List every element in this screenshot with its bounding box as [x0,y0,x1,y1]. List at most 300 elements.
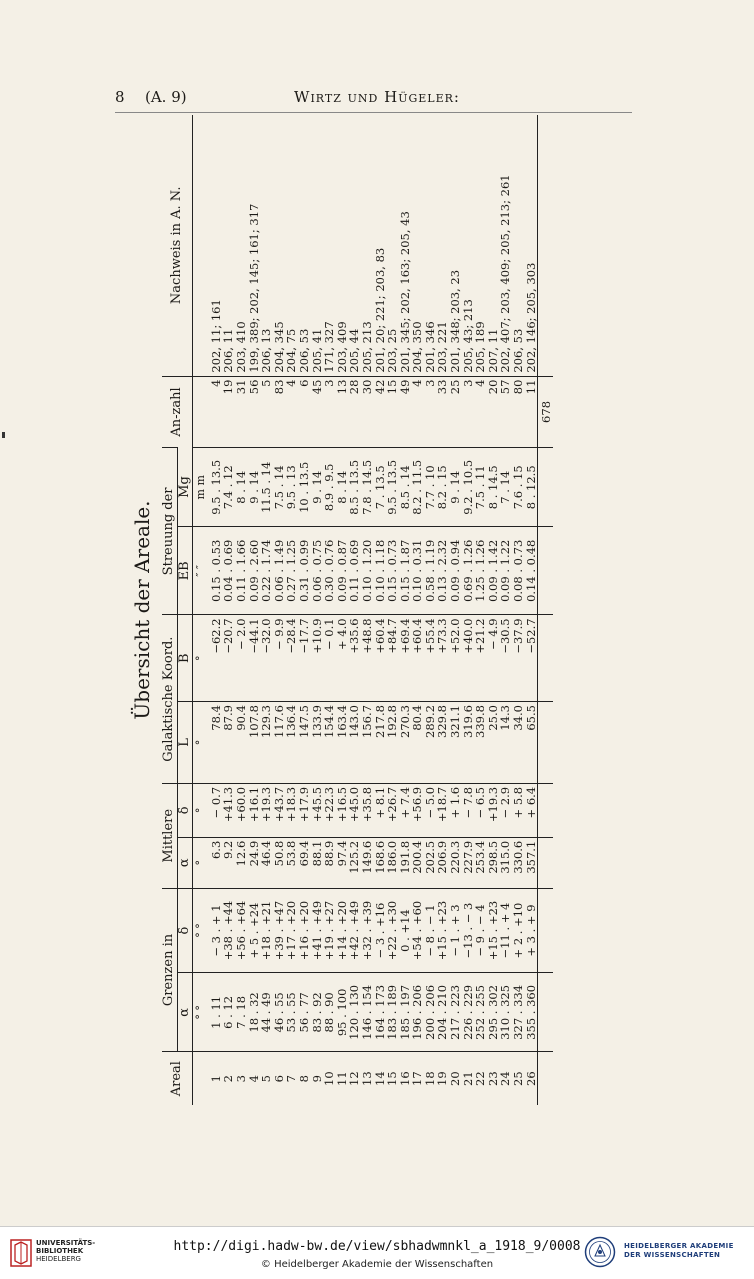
streuung-Mg-cell: 8.9 . 9.5 [323,448,336,527]
grenzen-alpha-cell: 196 . 206 [411,973,424,1052]
grenzen-alpha-cell: 217 . 223 [449,973,462,1052]
total-spacer [538,702,553,784]
streuung-Mg-cell: 8 . 14 [336,448,349,527]
unit-cell: ° [193,615,210,702]
unit-cell: ° ° [193,888,210,973]
grenzen-delta-cell: +54 . +60 [411,888,424,973]
nachweis-cell: 203, 221 [435,321,450,373]
streuung-EB-cell: 0.14 . 0.48 [525,527,538,615]
unit-cell: ° [193,837,210,888]
anzahl-cell: 30 [361,376,374,448]
areal-cell: 15 [386,1052,399,1105]
areal-cell: 20 [449,1052,462,1105]
anzahl-cell: 11 [525,376,538,448]
streuung-EB-cell: 0.09 . 2.60 [248,527,261,615]
mittlere-delta-cell: − 2.9 [499,783,512,837]
gal-B-cell: +55.4 [424,615,437,702]
areal-cell: 22 [474,1052,487,1105]
gal-L-cell: 117.6 [273,702,286,784]
streuung-Mg-cell: 9.2 . 10.5 [462,448,475,527]
grenzen-delta-cell: +16 . +20 [298,888,311,973]
mittlere-alpha-cell: 168.6 [374,837,387,888]
mittlere-alpha-cell: 220.3 [449,837,462,888]
grenzen-alpha-cell: 185 . 197 [399,973,412,1052]
grenzen-alpha-cell: 204 . 210 [436,973,449,1052]
streuung-EB-cell: 0.27 . 1.25 [285,527,298,615]
streuung-Mg-cell: 9.5 . 13 [285,448,298,527]
mittlere-delta-cell: + 5.8 [512,783,525,837]
mittlere-delta-cell: − 6.5 [474,783,487,837]
mittlere-alpha-cell: 202.5 [424,837,437,888]
grenzen-delta-cell: +22 . +30 [386,888,399,973]
gal-B-cell: −20.7 [222,615,235,702]
col-streuung: Streuung der [162,448,177,615]
gal-B-cell: +10.9 [311,615,324,702]
anzahl-cell: 45 [311,376,324,448]
unit-cell [193,1052,210,1105]
nachweis-cell: 204, 345 [271,321,286,373]
streuung-EB-cell: 0.11 . 0.69 [348,527,361,615]
streuung-EB-cell: 0.10 . 1.20 [361,527,374,615]
section-label: (A. 9) [145,88,187,106]
grenzen-alpha-cell: 7 . 18 [235,973,248,1052]
grenzen-delta-cell: +15 . +23 [436,888,449,973]
col-gal-B: B [177,615,193,702]
anzahl-cell: 15 [386,376,399,448]
col-mittlere-delta: δ [177,783,193,837]
mittlere-alpha-cell: 200.4 [411,837,424,888]
grenzen-alpha-cell: 146 . 154 [361,973,374,1052]
col-streuung-Mg: Mg [177,448,193,527]
gal-L-cell: 25.0 [487,702,500,784]
nachweis-cell: 206, 53 [296,328,311,373]
total-spacer [538,888,553,973]
streuung-EB-cell: 0.69 . 1.26 [462,527,475,615]
anzahl-cell: 3 [462,376,475,448]
col-galaktische: Galaktische Koord. [162,615,177,783]
areal-cell: 19 [436,1052,449,1105]
unit-cell: ° [193,783,210,837]
academy-seal-icon[interactable] [584,1236,616,1268]
gal-L-cell: 319.6 [462,702,475,784]
gal-L-cell: 329.8 [436,702,449,784]
anzahl-cell: 28 [348,376,361,448]
gal-L-cell: 156.7 [361,702,374,784]
ub-line: BIBLIOTHEK [36,1247,84,1255]
grenzen-alpha-cell: 83 . 92 [311,973,324,1052]
streuung-Mg-cell: 7.5 . 11 [474,448,487,527]
gal-B-cell: +73.3 [436,615,449,702]
viewer-footer [0,1226,754,1279]
streuung-Mg-cell: 8.2 . 11.5 [411,448,424,527]
table-row [260,115,273,1105]
grenzen-alpha-cell: 56 . 77 [298,973,311,1052]
gal-L-cell: 107.8 [248,702,261,784]
copyright-notice: © Heidelberger Akademie der Wissenschaften [260,1259,494,1270]
grenzen-delta-cell: − 8 . − 1 [424,888,437,973]
streuung-Mg-cell: 9.5 . 13.5 [210,448,223,527]
nachweis-cell: 202, 11; 161 [208,299,223,373]
grenzen-delta-cell: +39 . +47 [273,888,286,973]
anzahl-cell: 49 [399,376,412,448]
mittlere-delta-cell: − 5.0 [424,783,437,837]
areal-cell: 26 [525,1052,538,1105]
nachweis-cell: 206, 53 [511,328,526,373]
streuung-EB-cell: 0.09 . 1.42 [487,527,500,615]
mittlere-alpha-cell: 97.4 [336,837,349,888]
streuung-Mg-cell: 9 . 14 [248,448,261,527]
mittlere-delta-cell: +45.0 [348,783,361,837]
streuung-Mg-cell: 8.5 . 13.5 [348,448,361,527]
nachweis-cell: 204, 350 [410,321,425,373]
gal-L-cell: 321.1 [449,702,462,784]
grenzen-delta-cell: + 5 . +24 [248,888,261,973]
nachweis-cell: 202, 407; 203, 409; 205, 213; 261 [498,174,513,373]
mittlere-delta-cell: +43.7 [273,783,286,837]
grenzen-alpha-cell: 183 . 189 [386,973,399,1052]
anzahl-cell: 20 [487,376,500,448]
streuung-Mg-cell: 7.7 . 10 [424,448,437,527]
areal-cell: 13 [361,1052,374,1105]
gal-B-cell: +21.2 [474,615,487,702]
gal-L-cell: 80.4 [411,702,424,784]
gal-L-cell: 34.0 [512,702,525,784]
mittlere-alpha-cell: 206.9 [436,837,449,888]
nachweis-cell: 207, 11 [485,328,500,373]
areal-cell: 17 [411,1052,424,1105]
table-row [235,115,248,1105]
mittlere-delta-cell: +41.3 [222,783,235,837]
streuung-EB-cell: 0.31 . 0.99 [298,527,311,615]
nachweis-cell: 206, 13 [259,328,274,373]
areal-cell: 9 [311,1052,324,1105]
nachweis-cell: 171, 327 [322,321,337,373]
mittlere-alpha-cell: 125.2 [348,837,361,888]
grenzen-alpha-cell: 164 . 173 [374,973,387,1052]
grenzen-delta-cell: 0 . +14 [399,888,412,973]
streuung-EB-cell: 0.09 . 0.87 [336,527,349,615]
mittlere-alpha-cell: 53.8 [285,837,298,888]
mittlere-delta-cell: +18.7 [436,783,449,837]
grenzen-delta-cell: +32 . +39 [361,888,374,973]
permalink-url[interactable]: http://digi.hadw-bw.de/view/sbhadwmnkl_a_1918_9/0008 [173,1239,581,1254]
areal-cell: 4 [248,1052,261,1105]
nachweis-cell: 201, 20; 221; 203, 83 [372,247,387,373]
mittlere-alpha-cell: 357.1 [525,837,538,888]
academy-name [624,1242,734,1260]
grenzen-delta-cell: +38 . +44 [222,888,235,973]
mittlere-delta-cell: +16.5 [336,783,349,837]
col-grenzen-alpha: α [177,973,193,1052]
grenzen-delta-cell: −11 . + 4 [499,888,512,973]
gal-L-cell: 129.3 [260,702,273,784]
grenzen-alpha-cell: 120 . 130 [348,973,361,1052]
streuung-Mg-cell: 8 . 14.5 [487,448,500,527]
unit-cell: ° ° [193,973,210,1052]
grenzen-delta-cell: −13 . − 3 [462,888,475,973]
grenzen-delta-cell: +42 . +49 [348,888,361,973]
streuung-Mg-cell: 7.5 . 14 [273,448,286,527]
gal-L-cell: 217.8 [374,702,387,784]
col-grenzen-delta: δ [177,888,193,973]
grenzen-delta-cell: +56 . +64 [235,888,248,973]
streuung-Mg-cell: 7.4 . 12 [222,448,235,527]
academy-line: DER WISSENSCHAFTEN [624,1251,721,1259]
nachweis-cell: 203, 25 [385,328,400,373]
mittlere-delta-cell: +18.3 [285,783,298,837]
col-grenzen: Grenzen in [162,888,177,1052]
grenzen-delta-cell: + 3 . + 9 [525,888,538,973]
gal-B-cell: − 2.0 [235,615,248,702]
streuung-Mg-cell: 11.5 . 14 [260,448,273,527]
gal-L-cell: 270.3 [399,702,412,784]
anzahl-cell: 5 [260,376,273,448]
table-row [323,115,336,1105]
areal-cell: 16 [399,1052,412,1105]
table-row [525,115,538,1105]
gal-B-cell: +40.0 [462,615,475,702]
col-areal: Areal [162,1052,193,1105]
gal-L-cell: 147.5 [298,702,311,784]
streuung-EB-cell: 0.06 . 1.49 [273,527,286,615]
unit-cell [193,376,210,448]
mittlere-delta-cell: +26.7 [386,783,399,837]
grenzen-alpha-cell: 6 . 12 [222,973,235,1052]
nachweis-cell: 201, 345; 202, 163; 205, 43 [397,211,412,373]
grenzen-alpha-cell: 252 . 255 [474,973,487,1052]
grenzen-delta-cell: − 3 . + 1 [210,888,223,973]
streuung-Mg-cell: 7 . 14 [499,448,512,527]
gal-B-cell: −62.2 [210,615,223,702]
streuung-EB-cell: 0.09 . 1.22 [499,527,512,615]
gal-B-cell: +60.4 [411,615,424,702]
anzahl-cell: 4 [411,376,424,448]
total-spacer [538,837,553,888]
gal-L-cell: 90.4 [235,702,248,784]
grenzen-alpha-cell: 53 . 55 [285,973,298,1052]
table-row [386,115,399,1105]
streuung-Mg-cell: 8 . 14 [235,448,248,527]
total-count: 678 [538,376,553,448]
streuung-EB-cell: 0.13 . 2.32 [436,527,449,615]
mittlere-delta-cell: + 8.1 [374,783,387,837]
areal-cell: 11 [336,1052,349,1105]
areal-cell: 6 [273,1052,286,1105]
mittlere-delta-cell: − 0.7 [210,783,223,837]
page-header [0,88,754,112]
gal-B-cell: −44.1 [248,615,261,702]
gal-B-cell: −30.5 [499,615,512,702]
unit-cell: ° [193,702,210,784]
streuung-EB-cell: 0.11 . 1.66 [235,527,248,615]
total-spacer [538,448,553,527]
mittlere-alpha-cell: 253.4 [474,837,487,888]
gal-L-cell: 143.0 [348,702,361,784]
mittlere-alpha-cell: 88.1 [311,837,324,888]
total-spacer [538,1052,553,1105]
streuung-EB-cell: 0.08 . 0.73 [512,527,525,615]
anzahl-cell: 19 [222,376,235,448]
grenzen-alpha-cell: 46 . 55 [273,973,286,1052]
col-streuung-EB: EB [177,527,193,615]
total-spacer [538,973,553,1052]
gal-L-cell: 163.4 [336,702,349,784]
anzahl-cell: 4 [474,376,487,448]
grenzen-alpha-cell: 88 . 90 [323,973,336,1052]
anzahl-cell: 3 [424,376,437,448]
anzahl-cell: 4 [210,376,223,448]
gal-L-cell: 192.8 [386,702,399,784]
mittlere-alpha-cell: 6.3 [210,837,223,888]
units-row [193,115,210,1105]
streuung-Mg-cell: 9 . 14 [311,448,324,527]
anzahl-cell: 31 [235,376,248,448]
nachweis-cell: 205, 213 [359,321,374,373]
nachweis-cell: 205, 44 [347,328,362,373]
gal-L-cell: 87.9 [222,702,235,784]
grenzen-delta-cell: +17 . +20 [285,888,298,973]
streuung-EB-cell: 0.30 . 0.76 [323,527,336,615]
anzahl-cell: 33 [436,376,449,448]
gal-B-cell: −32.0 [260,615,273,702]
gal-B-cell: − 9.9 [273,615,286,702]
anzahl-cell: 57 [499,376,512,448]
mittlere-delta-cell: − 7.8 [462,783,475,837]
rotated-table-block [130,115,660,1105]
streuung-Mg-cell: 8.2 . 15 [436,448,449,527]
areal-cell: 25 [512,1052,525,1105]
gal-B-cell: −52.7 [525,615,538,702]
streuung-Mg-cell: 7 . 13.5 [374,448,387,527]
gal-B-cell: − 4.9 [487,615,500,702]
header-rule [115,112,632,113]
nachweis-cell: 201, 346 [422,321,437,373]
gal-B-cell: +69.4 [399,615,412,702]
nachweis-cell: 205, 41 [309,328,324,373]
grenzen-alpha-cell: 18 . 32 [248,973,261,1052]
nachweis-cell: 199, 389; 202, 145; 161; 317 [246,203,261,373]
areal-cell: 2 [222,1052,235,1105]
streuung-EB-cell: 0.15 . 0.53 [210,527,223,615]
total-spacer [538,527,553,615]
mittlere-delta-cell: + 6.4 [525,783,538,837]
gal-B-cell: +48.8 [361,615,374,702]
areal-cell: 3 [235,1052,248,1105]
table-row [411,115,424,1105]
areal-cell: 12 [348,1052,361,1105]
col-gal-L: L [177,702,193,784]
grenzen-alpha-cell: 355 . 360 [525,973,538,1052]
streuung-EB-cell: 0.15 . 0.73 [386,527,399,615]
gal-B-cell: +84.7 [386,615,399,702]
mittlere-alpha-cell: 330.6 [512,837,525,888]
mittlere-delta-cell: +60.0 [235,783,248,837]
areal-cell: 14 [374,1052,387,1105]
nachweis-cell: 206, 11 [221,328,236,373]
page-edge-mark [2,432,5,438]
academy-line: HEIDELBERGER AKADEMIE [624,1242,734,1250]
streuung-EB-cell: 1.25 . 1.26 [474,527,487,615]
mittlere-delta-cell: +19.3 [487,783,500,837]
streuung-Mg-cell: 9 . 14 [449,448,462,527]
streuung-EB-cell: 0.58 . 1.19 [424,527,437,615]
grenzen-alpha-cell: 1 . 11 [210,973,223,1052]
mittlere-alpha-cell: 24.9 [248,837,261,888]
gal-L-cell: 289.2 [424,702,437,784]
mittlere-alpha-cell: 46.4 [260,837,273,888]
grenzen-alpha-cell: 310 . 325 [499,973,512,1052]
page-number: 8 [115,88,125,106]
ub-line: UNIVERSITÄTS- [36,1239,96,1247]
gal-B-cell: +35.6 [348,615,361,702]
gal-B-cell: −17.7 [298,615,311,702]
grenzen-alpha-cell: 327 . 334 [512,973,525,1052]
unit-cell: ″ ″ [193,527,210,615]
gal-L-cell: 136.4 [285,702,298,784]
anzahl-cell: 13 [336,376,349,448]
mittlere-delta-cell: +35.8 [361,783,374,837]
anzahl-cell: 80 [512,376,525,448]
nachweis-cell: 205, 189 [473,321,488,373]
grenzen-alpha-cell: 200 . 206 [424,973,437,1052]
grenzen-alpha-cell: 226 . 229 [462,973,475,1052]
streuung-EB-cell: 0.06 . 0.75 [311,527,324,615]
areal-cell: 1 [210,1052,223,1105]
mittlere-delta-cell: +16.1 [248,783,261,837]
mittlere-alpha-cell: 227.9 [462,837,475,888]
areal-cell: 23 [487,1052,500,1105]
grenzen-delta-cell: +41 . +49 [311,888,324,973]
nachweis-cell: 202, 146; 205, 303 [523,262,538,373]
mittlere-alpha-cell: 69.4 [298,837,311,888]
col-mittlere: Mittlere [162,783,177,888]
areal-cell: 5 [260,1052,273,1105]
anzahl-cell: 42 [374,376,387,448]
mittlere-alpha-cell: 88.9 [323,837,336,888]
grenzen-delta-cell: − 3 . +16 [374,888,387,973]
nachweis-cell: 204, 75 [284,328,299,373]
gal-L-cell: 339.8 [474,702,487,784]
table-row [361,115,374,1105]
anzahl-cell: 56 [248,376,261,448]
ub-line: HEIDELBERG [36,1255,81,1263]
grenzen-delta-cell: +19 . +27 [323,888,336,973]
table-row [474,115,487,1105]
areal-cell: 10 [323,1052,336,1105]
streuung-EB-cell: 0.15 . 1.87 [399,527,412,615]
anzahl-cell: 6 [298,376,311,448]
mittlere-delta-cell: +19.3 [260,783,273,837]
mittlere-delta-cell: +17.9 [298,783,311,837]
mittlere-alpha-cell: 315.0 [499,837,512,888]
mittlere-delta-cell: + 7.4 [399,783,412,837]
streuung-EB-cell: 0.10 . 0.31 [411,527,424,615]
anzahl-cell: 4 [285,376,298,448]
anzahl-cell: 3 [323,376,336,448]
nachweis-cell: 203, 410 [233,321,248,373]
anzahl-cell: 83 [273,376,286,448]
total-row [538,115,553,1105]
gal-L-cell: 154.4 [323,702,336,784]
gal-B-cell: − 0.1 [323,615,336,702]
streuung-EB-cell: 0.10 . 1.18 [374,527,387,615]
streuung-Mg-cell: 7.6 . 15 [512,448,525,527]
streuung-Mg-cell: 9.5 . 13.5 [386,448,399,527]
col-nachweis: Nachweis in A. N. [162,115,193,376]
grenzen-delta-cell: +18 . +21 [260,888,273,973]
grenzen-delta-cell: − 9 . − 4 [474,888,487,973]
mittlere-alpha-cell: 12.6 [235,837,248,888]
